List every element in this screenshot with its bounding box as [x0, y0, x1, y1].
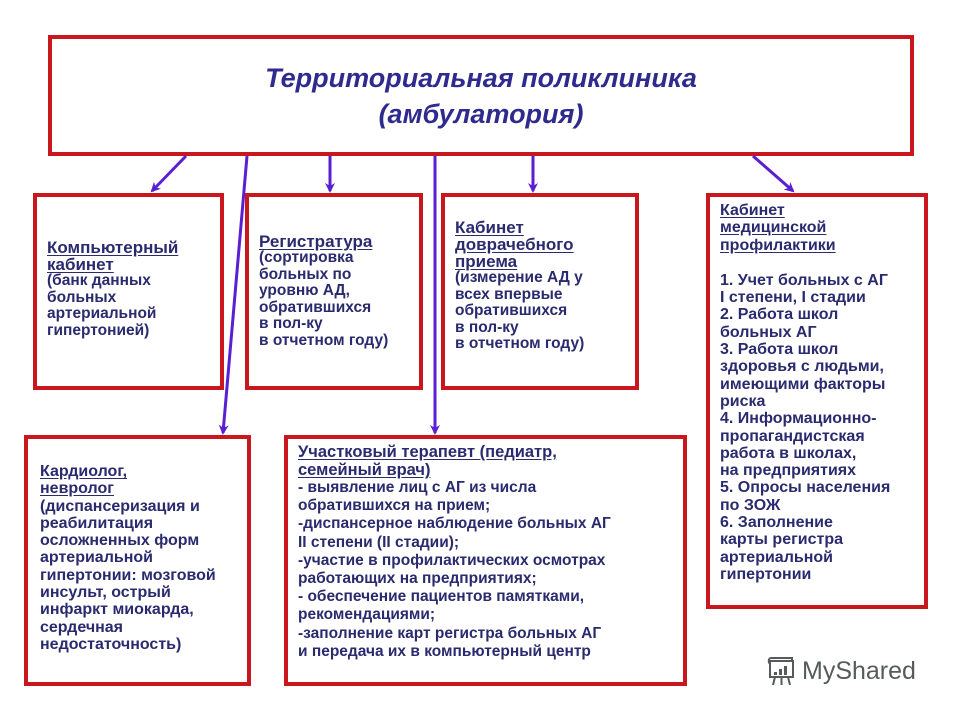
- box-text: работа в школах,: [720, 444, 857, 462]
- box-text: пропагандистская: [720, 427, 865, 445]
- box-text: недостаточность): [40, 635, 182, 653]
- computer-office-box: [33, 193, 224, 390]
- box-text: всех впервые: [455, 285, 563, 303]
- box-text: (сортировка: [259, 249, 354, 266]
- box-heading: Кабинет: [455, 218, 524, 237]
- prevention-office-box: [706, 193, 928, 609]
- box-text: (диспансеризация и: [40, 497, 200, 515]
- box-heading: невролог: [40, 480, 114, 498]
- box-heading: профилактики: [720, 236, 836, 254]
- arrow-to-computer: [152, 156, 186, 191]
- box-text: обратившихся: [455, 302, 568, 319]
- box-text: сердечная: [40, 618, 124, 636]
- box-text: здоровья с людьми,: [720, 358, 884, 376]
- box-text: 6. Заполнение: [720, 514, 833, 532]
- district-therapist-box: [284, 435, 687, 686]
- box-text: осложненных форм: [40, 532, 200, 550]
- title-line-1: Территориальная поликлиника: [265, 62, 697, 93]
- box-heading: кабинет: [47, 255, 114, 274]
- box-heading: Кардиолог,: [40, 463, 128, 480]
- box-heading: Компьютерный: [47, 238, 179, 257]
- box-text: - выявление лиц с АГ из числа: [298, 479, 537, 496]
- box-text: артериальной: [47, 305, 157, 322]
- box-text: (банк данных: [47, 272, 151, 289]
- box-text: 5. Опросы населения: [720, 479, 891, 497]
- box-text: больных по: [259, 265, 352, 283]
- box-text: инфаркт миокарда,: [40, 601, 194, 619]
- box-heading: Участковый терапевт (педиатр,: [298, 443, 557, 461]
- box-heading: семейный врач): [298, 461, 431, 479]
- box-text: карты регистра: [720, 531, 843, 549]
- box-text: имеющими факторы: [720, 375, 886, 393]
- arrow-to-cardiologist: [223, 156, 247, 433]
- box-text: гипертонии: мозговой: [40, 566, 216, 584]
- box-heading: доврачебного: [455, 235, 574, 254]
- box-text: гипертонии: [720, 565, 812, 583]
- box-text: риска: [720, 392, 766, 410]
- box-heading: Регистратура: [259, 232, 373, 251]
- box-text: работающих на предприятиях;: [298, 570, 537, 588]
- box-text: гипертонией): [47, 321, 150, 339]
- box-text: на предприятиях: [720, 462, 857, 480]
- box-text: II степени (II стадии);: [298, 533, 460, 551]
- box-text: в отчетном году): [259, 331, 389, 349]
- box-text: в пол-ку: [259, 315, 323, 332]
- box-heading: Кабинет: [720, 202, 785, 219]
- box-text: (измерение АД у: [455, 269, 583, 286]
- box-heading: приема: [455, 252, 518, 271]
- title-line-2: (амбулатория): [378, 98, 584, 129]
- box-text: рекомендациями;: [298, 606, 436, 624]
- premedical-office-box: [441, 193, 639, 390]
- box-text: -заполнение карт регистра больных АГ: [298, 624, 602, 642]
- arrow-to-prevention: [753, 156, 793, 191]
- box-heading: медицинской: [720, 219, 827, 237]
- presentation-board-icon: [766, 655, 796, 687]
- box-text: по ЗОЖ: [720, 496, 781, 514]
- myshared-watermark: [766, 655, 916, 687]
- box-text: и передача их в компьютерный центр: [298, 642, 591, 660]
- box-text: уровню АД,: [259, 282, 350, 299]
- box-text: в пол-ку: [455, 318, 519, 336]
- box-text: - обеспечение пациентов памятками,: [298, 588, 585, 606]
- box-text: 2. Работа школ: [720, 306, 839, 324]
- watermark-text: MyShared: [802, 656, 916, 685]
- box-text: больных АГ: [720, 323, 817, 341]
- box-text: артериальной: [720, 548, 833, 566]
- title-box: [48, 35, 914, 156]
- box-text: 3. Работа школ: [720, 341, 839, 359]
- box-text: инсульт, острый: [40, 584, 171, 602]
- box-text: в отчетном году): [455, 335, 585, 352]
- box-text: 1. Учет больных с АГ: [720, 271, 888, 289]
- box-text: -участие в профилактических осмотрах: [298, 551, 606, 569]
- box-text: артериальной: [40, 549, 153, 567]
- cardiologist-box: [24, 435, 251, 686]
- registry-box: [245, 193, 423, 390]
- box-text: больных: [47, 288, 117, 306]
- box-text: реабилитация: [40, 514, 154, 532]
- box-text: -диспансерное наблюдение больных АГ: [298, 515, 611, 533]
- box-text: I степени, I стадии: [720, 289, 866, 307]
- box-text: обратившихся: [259, 298, 372, 316]
- box-text: обратившихся на прием;: [298, 497, 491, 515]
- box-text: 4. Информационно-: [720, 410, 877, 428]
